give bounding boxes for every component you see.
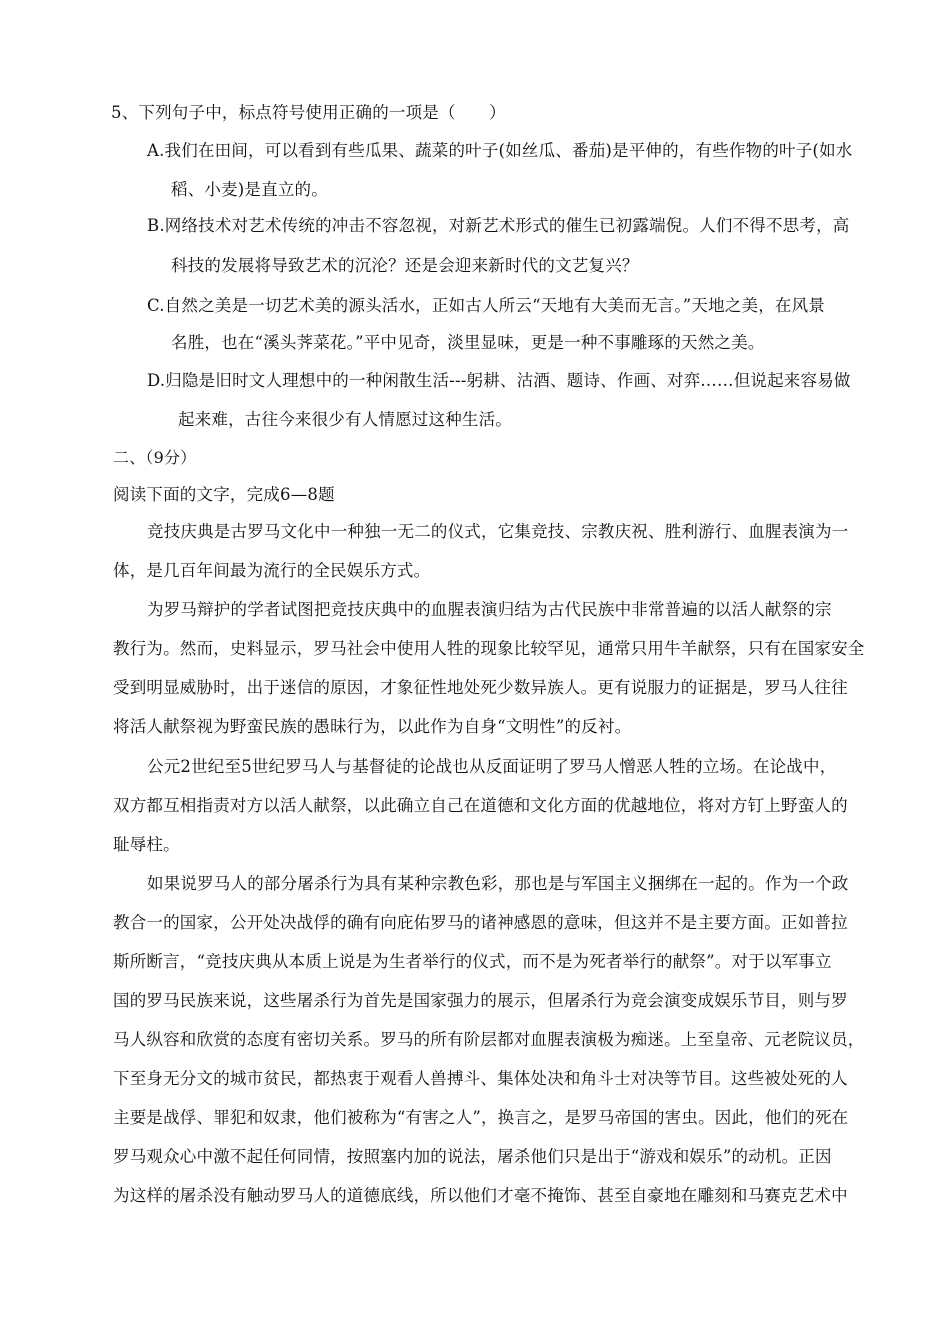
passage-paragraph-3-line-2: 双方都互相指责对方以活人献祭，以此确立自己在道德和文化方面的优越地位，将对方钉上野蛮人的 bbox=[113, 796, 848, 815]
passage-paragraph-1-line-1: 竞技庆典是古罗马文化中一种独一无二的仪式，它集竞技、宗教庆祝、胜利游行、血腥表演为一 bbox=[147, 522, 849, 541]
passage-paragraph-4-line-5: 马人纵容和欣赏的态度有密切关系。罗马的所有阶层都对血腥表演极为痴迷。上至皇帝、元老院议员， bbox=[113, 1030, 865, 1049]
passage-paragraph-2-line-3: 受到明显威胁时，出于迷信的原因，才象征性地处死少数异族人。更有说服力的证据是，罗马人往往 bbox=[113, 678, 848, 697]
passage-paragraph-4-line-2: 教合一的国家，公开处决战俘的确有向庇佑罗马的诸神感恩的意味，但这并不是主要方面。正如普拉 bbox=[113, 913, 848, 932]
passage-paragraph-4-line-3: 斯所断言，“竞技庆典从本质上说是为生者举行的仪式，而不是为死者举行的献祭”。对于以军事立 bbox=[113, 952, 832, 971]
passage-paragraph-4-line-4: 国的罗马民族来说，这些屠杀行为首先是国家强力的展示，但屠杀行为竞会演变成娱乐节目，则与罗 bbox=[113, 991, 848, 1010]
passage-paragraph-1-line-2: 体，是几百年间最为流行的全民娱乐方式。 bbox=[113, 561, 431, 580]
section-2-heading: 二、（9分） bbox=[113, 448, 197, 467]
option-a-line-1: A.我们在田间，可以看到有些瓜果、蔬菜的叶子(如丝瓜、番茄)是平伸的，有些作物的叶子(如水 bbox=[147, 141, 853, 160]
passage-paragraph-3-line-1: 公元2世纪至5世纪罗马人与基督徒的论战也从反面证明了罗马人憎恶人牲的立场。在论战中， bbox=[147, 757, 837, 776]
option-d-line-2: 起来难，古往今来很少有人情愿过这种生活。 bbox=[178, 410, 512, 429]
passage-paragraph-2-line-1: 为罗马辩护的学者试图把竞技庆典中的血腥表演归结为古代民族中非常普遍的以活人献祭的宗 bbox=[147, 600, 832, 619]
section-2-instruction: 阅读下面的文字，完成6—8题 bbox=[113, 485, 335, 504]
option-a-line-2: 稻、小麦)是直立的。 bbox=[171, 180, 328, 199]
question-5-stem: 5、下列句子中，标点符号使用正确的一项是（ ） bbox=[111, 103, 506, 122]
passage-paragraph-4-line-6: 下至身无分文的城市贫民，都热衷于观看人兽搏斗、集体处决和角斗士对决等节目。这些被处死的人 bbox=[113, 1069, 848, 1088]
passage-paragraph-2-line-2: 教行为。然而，史料显示，罗马社会中使用人牲的现象比较罕见，通常只用牛羊献祭，只有在国家安全 bbox=[113, 639, 865, 658]
option-b-line-1: B.网络技术对艺术传统的冲击不容忽视，对新艺术形式的催生已初露端倪。人们不得不思考，高 bbox=[147, 216, 850, 235]
option-b-line-2: 科技的发展将导致艺术的沉沦？还是会迎来新时代的文艺复兴？ bbox=[171, 256, 639, 275]
passage-paragraph-4-line-8: 罗马观众心中激不起任何同情，按照塞内加的说法，屠杀他们只是出于“游戏和娱乐”的动机。正因 bbox=[113, 1147, 832, 1166]
option-d-line-1: D.归隐是旧时文人理想中的一种闲散生活---躬耕、沽酒、题诗、作画、对弈……但说起来容易做 bbox=[147, 371, 851, 390]
passage-paragraph-2-line-4: 将活人献祭视为野蛮民族的愚昧行为，以此作为自身“文明性”的反衬。 bbox=[113, 717, 632, 736]
passage-paragraph-4-line-9: 为这样的屠杀没有触动罗马人的道德底线，所以他们才毫不掩饰、甚至自豪地在雕刻和马赛克艺术中 bbox=[113, 1186, 848, 1205]
passage-paragraph-4-line-7: 主要是战俘、罪犯和奴隶，他们被称为“有害之人”，换言之，是罗马帝国的害虫。因此，他们的死在 bbox=[113, 1108, 849, 1127]
option-c-line-1: C.自然之美是一切艺术美的源头活水，正如古人所云“天地有大美而无言。”天地之美，在风景 bbox=[147, 296, 826, 315]
passage-paragraph-4-line-1: 如果说罗马人的部分屠杀行为具有某种宗教色彩，那也是与军国主义捆绑在一起的。作为一个政 bbox=[147, 874, 849, 893]
passage-paragraph-3-line-3: 耻辱柱。 bbox=[113, 835, 180, 854]
option-c-line-2: 名胜，也在“溪头荠菜花。”平中见奇，淡里显味，更是一种不事雕琢的天然之美。 bbox=[171, 333, 765, 352]
